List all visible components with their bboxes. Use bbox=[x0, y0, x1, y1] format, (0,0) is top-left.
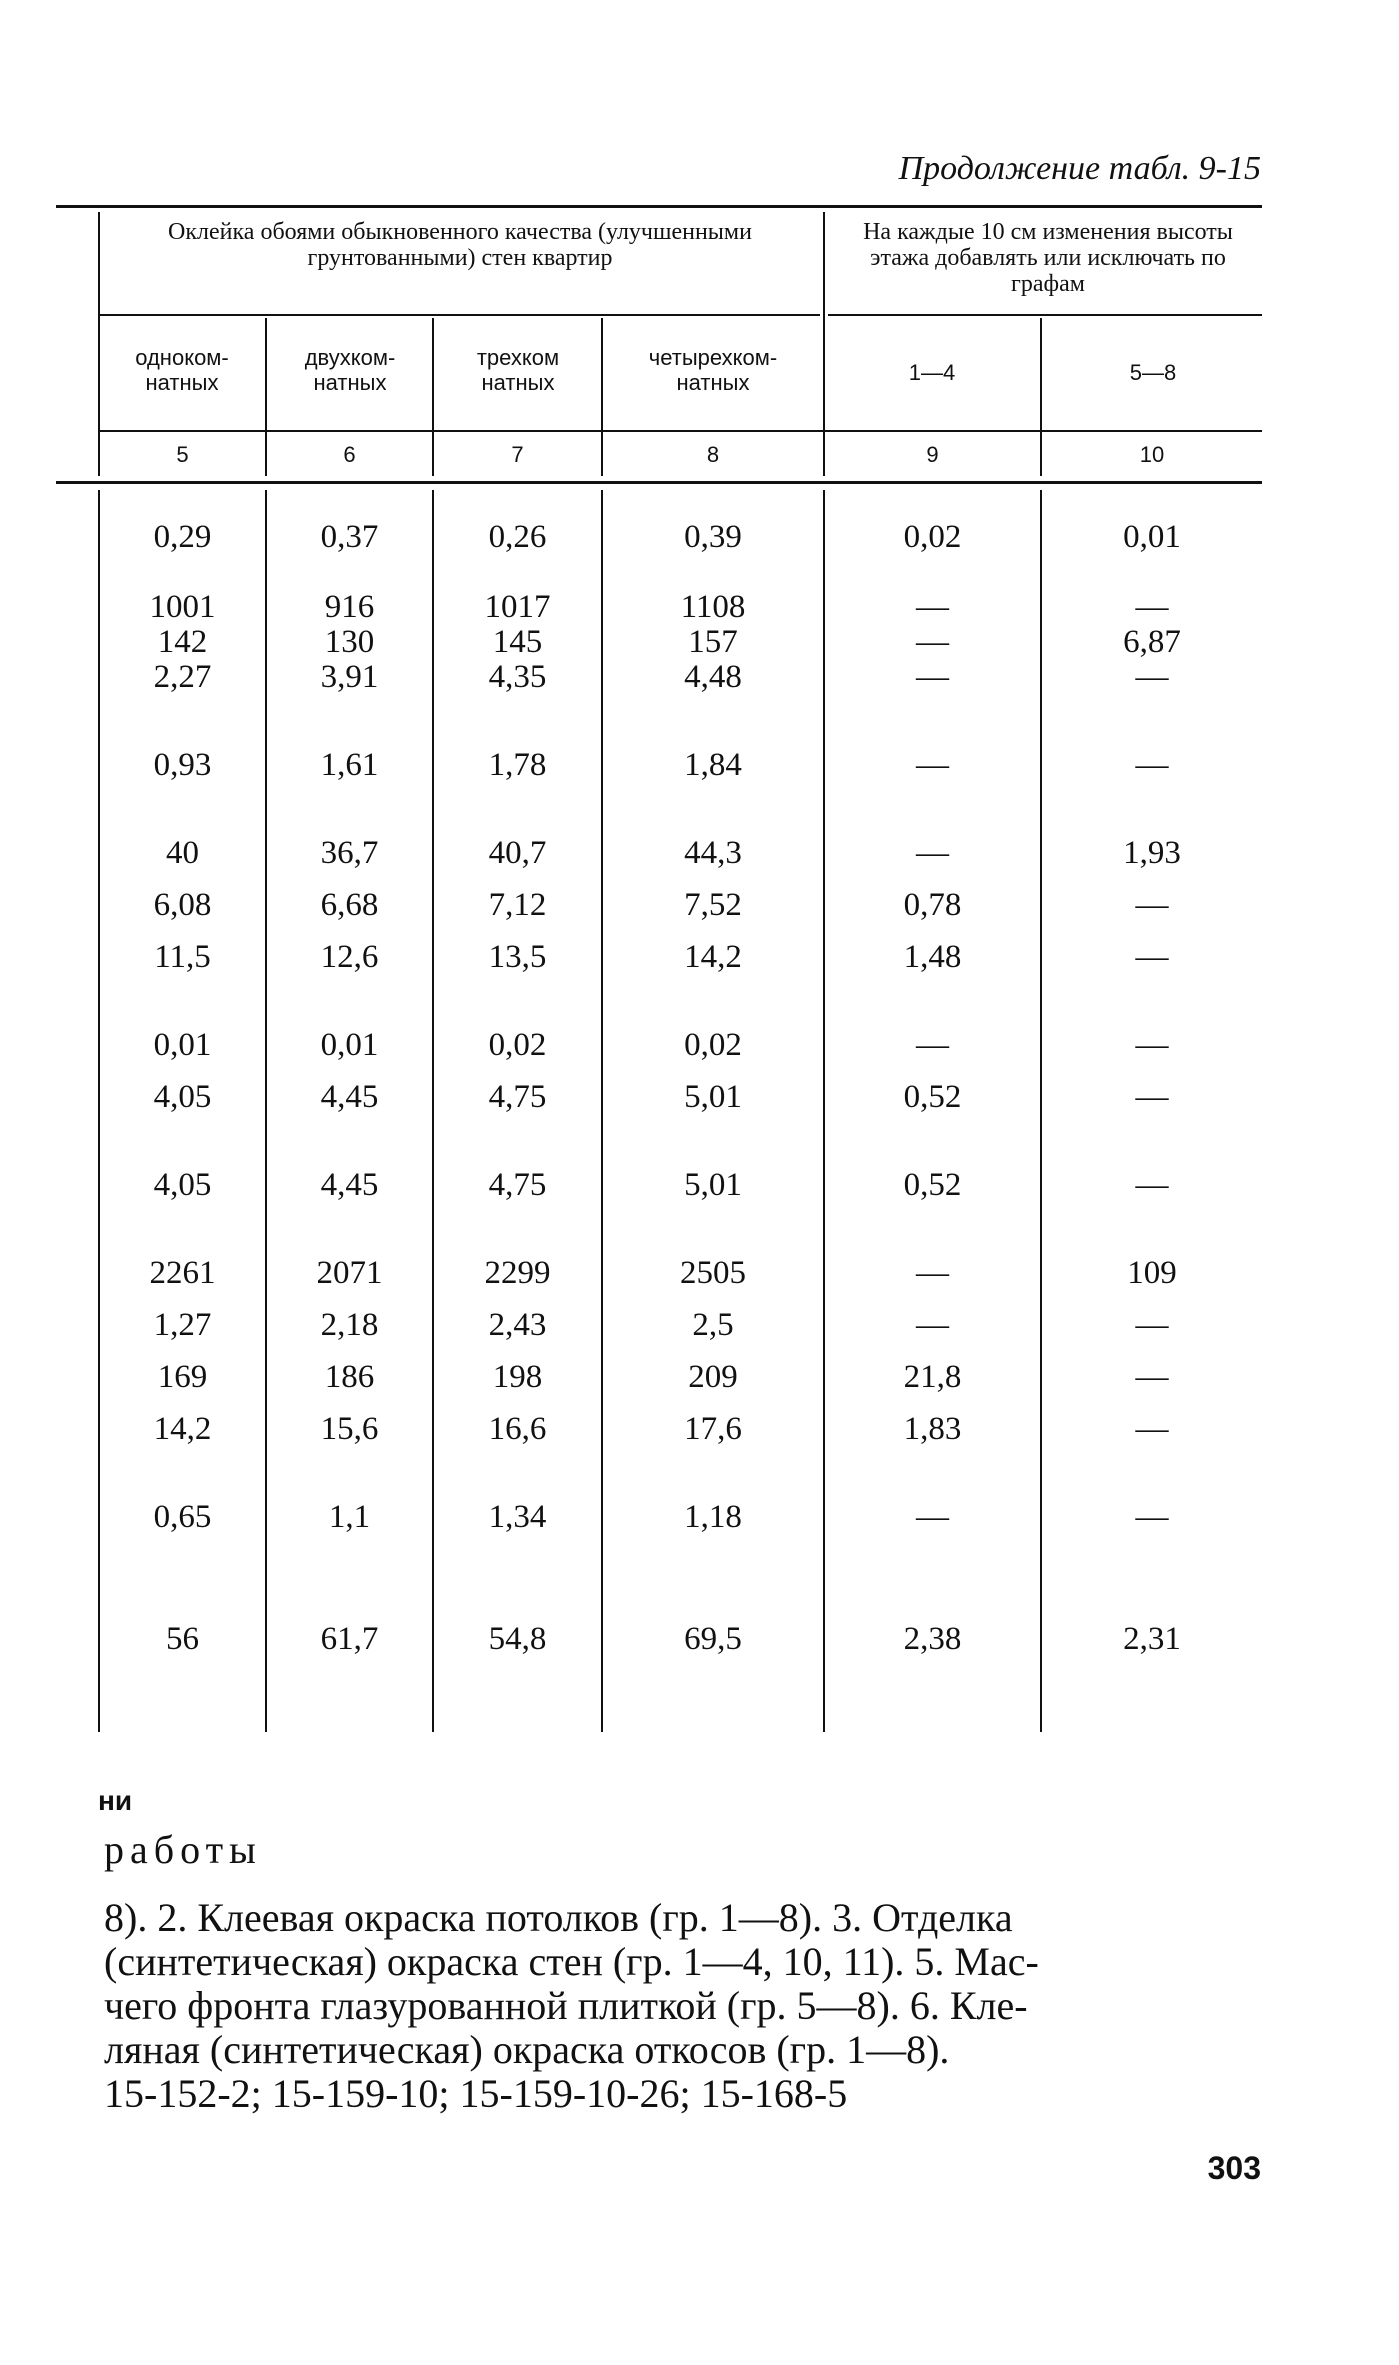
table-cell: 2505 bbox=[680, 1255, 746, 1291]
table-cell: — bbox=[1135, 1307, 1169, 1343]
table-cell: 169 bbox=[157, 1359, 208, 1395]
fragment-line-1: работы bbox=[104, 1827, 262, 1872]
table-cell: — bbox=[916, 589, 949, 625]
col-header-6: двухком-натных bbox=[304, 345, 396, 396]
table-cell: 54,8 bbox=[488, 1621, 547, 1657]
table-cell: 1108 bbox=[680, 589, 746, 625]
table-cell: — bbox=[1135, 747, 1169, 783]
table-cell: — bbox=[1135, 1167, 1169, 1203]
table-cell: 1,83 bbox=[903, 1411, 962, 1447]
table-cell: 5,01 bbox=[684, 1079, 742, 1115]
table-cell: — bbox=[916, 1499, 949, 1535]
table-cell: 0,01 bbox=[320, 1027, 379, 1063]
table-cell: 12,6 bbox=[320, 939, 379, 975]
col-header-8: четырехком-натных bbox=[648, 345, 778, 396]
table-cell: 40,7 bbox=[488, 835, 547, 871]
table-cell: 145 bbox=[492, 624, 543, 660]
group-header-rule-left bbox=[100, 314, 820, 316]
table-cell: 0,02 bbox=[903, 519, 962, 555]
fragment-line-5: ляная (синтетическая) окраска откосов (гр. 1—8). bbox=[104, 2027, 950, 2072]
table-cell: — bbox=[1135, 1359, 1169, 1395]
table-cell: 2299 bbox=[484, 1255, 551, 1291]
table-cell: 4,45 bbox=[320, 1167, 379, 1203]
table-cell: 21,8 bbox=[903, 1359, 962, 1395]
table-cell: 2,27 bbox=[153, 659, 212, 695]
table-cell: — bbox=[1135, 589, 1169, 625]
fragment-bold: ни bbox=[98, 1785, 133, 1816]
col-header-9: 1—4 bbox=[908, 360, 956, 385]
table-cell: 4,45 bbox=[320, 1079, 379, 1115]
table-cell: 5,01 bbox=[684, 1167, 742, 1203]
table-cell: — bbox=[916, 659, 949, 695]
table-cell: 2261 bbox=[149, 1255, 216, 1291]
fragment-line-3: (синтетическая) окраска стен (гр. 1—4, 10, 11). 5. Мас- bbox=[104, 1939, 1039, 1984]
table-cell: 4,75 bbox=[488, 1167, 547, 1203]
fragment-line-2: 8). 2. Клеевая окраска потолков (гр. 1—8). 3. Отделка bbox=[104, 1895, 1013, 1940]
table-cell: 0,39 bbox=[684, 519, 742, 555]
column-header-rule bbox=[100, 430, 1262, 432]
table-cell: 0,29 bbox=[153, 519, 212, 555]
table-cell: 4,75 bbox=[488, 1079, 547, 1115]
fragment-line-4: чего фронта глазурованной плиткой (гр. 5—8). 6. Кле- bbox=[104, 1983, 1028, 2028]
table-cell: 0,02 bbox=[684, 1027, 742, 1063]
table-cell: 130 bbox=[324, 624, 375, 660]
table-cell: — bbox=[1135, 939, 1169, 975]
table-cell: 4,05 bbox=[153, 1167, 212, 1203]
table-cell: 0,02 bbox=[488, 1027, 547, 1063]
table-cell: 1,27 bbox=[153, 1307, 212, 1343]
table-cell: 0,37 bbox=[320, 519, 379, 555]
header-rule-v0 bbox=[98, 212, 100, 476]
table-cell: 17,6 bbox=[684, 1411, 742, 1447]
header-rule-v4 bbox=[823, 212, 825, 476]
table-cell: 36,7 bbox=[320, 835, 379, 871]
table-cell: 40 bbox=[166, 835, 199, 871]
table-cell: 1,1 bbox=[328, 1499, 371, 1535]
table-cell: 1,78 bbox=[488, 747, 547, 783]
table-cell: 1,61 bbox=[320, 747, 379, 783]
table-caption: Продолжение табл. 9-15 bbox=[898, 150, 1261, 187]
table-cell: — bbox=[1135, 1499, 1169, 1535]
table-cell: 7,12 bbox=[488, 887, 547, 923]
table-cell: 44,3 bbox=[684, 835, 742, 871]
table-cell: 16,6 bbox=[488, 1411, 547, 1447]
table-cell: — bbox=[1135, 659, 1169, 695]
table-cell: 0,26 bbox=[488, 519, 547, 555]
table-cell: 916 bbox=[324, 589, 375, 625]
col-number-5: 5 bbox=[176, 442, 189, 467]
table-cell: 1,34 bbox=[488, 1499, 547, 1535]
table-cell: 6,87 bbox=[1123, 624, 1181, 660]
col-number-9: 9 bbox=[926, 442, 939, 467]
table-top-rule bbox=[56, 205, 1262, 208]
table-cell: 1,93 bbox=[1123, 835, 1181, 871]
table-cell: 157 bbox=[688, 624, 738, 660]
table-cell: 0,01 bbox=[1123, 519, 1181, 555]
table-cell: — bbox=[1135, 887, 1169, 923]
table-cell: 142 bbox=[157, 624, 208, 660]
col-header-7: трехком натных bbox=[476, 345, 560, 396]
table-cell: 69,5 bbox=[684, 1621, 742, 1657]
table-cell: 3,91 bbox=[320, 659, 379, 695]
table-cell: — bbox=[1135, 1027, 1169, 1063]
table-cell: 56 bbox=[166, 1621, 199, 1657]
group-header-wallpaper: Оклейка обоями обыкновенного качества (улучшенными грунтованными) стен квартир bbox=[168, 219, 752, 271]
table-cell: — bbox=[1135, 1079, 1169, 1115]
table-cell: — bbox=[916, 1027, 949, 1063]
fragment-line-6: 15-152-2; 15-159-10; 15-159-10-26; 15-168-5 bbox=[104, 2071, 848, 2116]
table-cell: 7,52 bbox=[684, 887, 742, 923]
table-cell: 13,5 bbox=[488, 939, 547, 975]
table-cell: 198 bbox=[492, 1359, 543, 1395]
table-cell: 2,43 bbox=[488, 1307, 547, 1343]
table-cell: 2,18 bbox=[320, 1307, 379, 1343]
col-header-10: 5—8 bbox=[1129, 360, 1177, 385]
table-cell: 0,52 bbox=[903, 1079, 962, 1115]
group-header-rule-right bbox=[828, 314, 1262, 316]
table-cell: 1,18 bbox=[684, 1499, 742, 1535]
table-cell: — bbox=[916, 747, 949, 783]
group-header-height-adjust: На каждые 10 см изменения высоты этажа добавлять или исключать по графам bbox=[863, 219, 1233, 297]
table-cell: — bbox=[916, 1255, 949, 1291]
table-cell: 14,2 bbox=[684, 939, 742, 975]
table-cell: 2,31 bbox=[1123, 1621, 1181, 1657]
table-cell: 4,05 bbox=[153, 1079, 212, 1115]
table-cell: 0,93 bbox=[153, 747, 212, 783]
table-cell: 1001 bbox=[149, 589, 216, 625]
table-cell: — bbox=[916, 624, 949, 660]
table-cell: 6,68 bbox=[320, 887, 379, 923]
table-cell: 1,48 bbox=[903, 939, 962, 975]
col-number-6: 6 bbox=[343, 442, 356, 467]
table-cell: 1,84 bbox=[684, 747, 742, 783]
col-header-5: одноком-натных bbox=[135, 345, 229, 396]
table-cell: 209 bbox=[688, 1359, 738, 1395]
table-cell: — bbox=[916, 835, 949, 871]
table-cell: 0,65 bbox=[153, 1499, 212, 1535]
table-cell: 109 bbox=[1127, 1255, 1177, 1291]
table-cell: 6,08 bbox=[153, 887, 212, 923]
table-cell: 0,01 bbox=[153, 1027, 212, 1063]
table-cell: 11,5 bbox=[154, 939, 211, 975]
table-cell: — bbox=[916, 1307, 949, 1343]
table-cell: 15,6 bbox=[320, 1411, 379, 1447]
col-number-10: 10 bbox=[1139, 442, 1165, 467]
table-cell: 2071 bbox=[316, 1255, 383, 1291]
table-cell: 61,7 bbox=[320, 1621, 379, 1657]
table-cell: 4,48 bbox=[684, 659, 742, 695]
table-cell: 14,2 bbox=[153, 1411, 212, 1447]
table-cell: 0,78 bbox=[903, 887, 962, 923]
col-number-7: 7 bbox=[511, 442, 524, 467]
table-cell: 1017 bbox=[484, 589, 551, 625]
table-cell: — bbox=[1135, 1411, 1169, 1447]
table-cell: 4,35 bbox=[488, 659, 547, 695]
table-cell: 0,52 bbox=[903, 1167, 962, 1203]
table-cell: 2,38 bbox=[903, 1621, 962, 1657]
table-cell: 186 bbox=[324, 1359, 375, 1395]
table-cell: 2,5 bbox=[692, 1307, 734, 1343]
col-number-8: 8 bbox=[706, 442, 720, 467]
page-number: 303 bbox=[1207, 2150, 1261, 2186]
header-bottom-rule bbox=[56, 481, 1262, 484]
